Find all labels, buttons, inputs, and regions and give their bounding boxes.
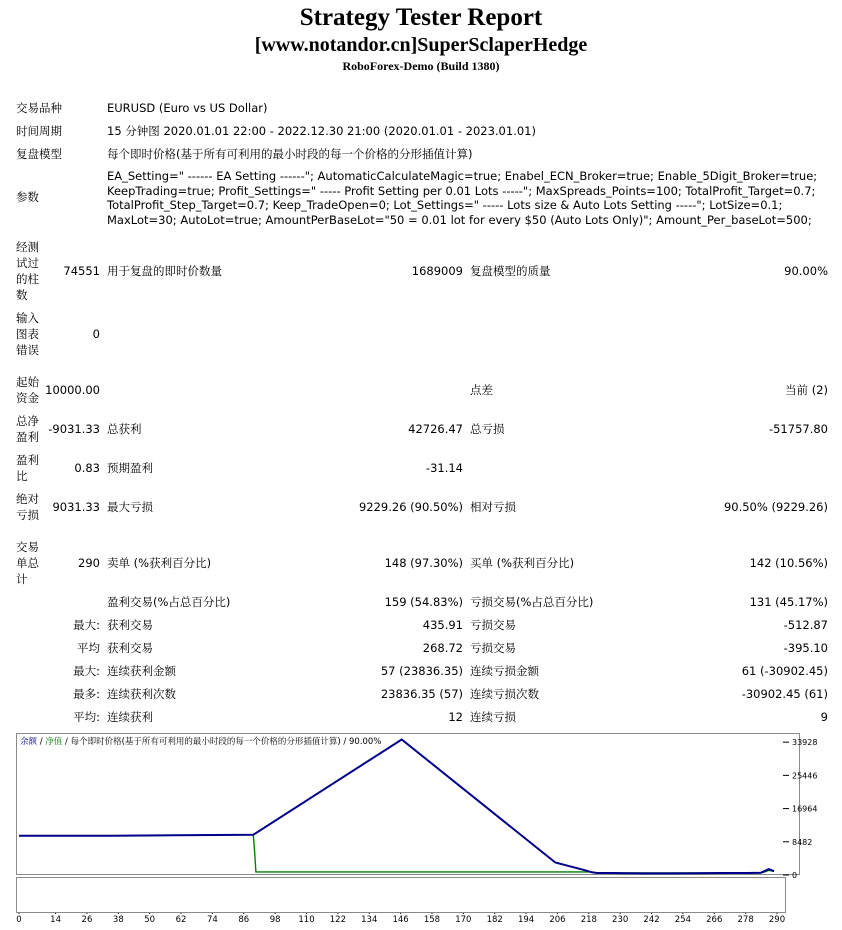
gross-loss-label: 总亏损 — [470, 422, 505, 436]
volume-area — [16, 877, 786, 913]
legend-equity: 净值 — [45, 737, 63, 747]
bars-label: 经测 试过 的柱 数 — [16, 240, 39, 302]
gross-loss-value: -51757.80 — [768, 422, 828, 436]
params-value: EA_Setting=" ------ EA Setting ------"; AutomaticCalculateMagic=true; Enabel_ECN_Broker=true; Enable_5Digit_Broker=true; KeepTrading=true; Profit_Settings=" ----- Profit Setting per 0.01 Lots -----"; MaxSpreads_Points=100; TotalProfit_Target=0.7; TotalProfit_Step_Target=0.7; Keep_TradeOpen=0; Lot_Settings=" ----- Lots size & Auto Lots Setting -----"; LotSize=0.1; MaxLot=30; AutoLot=true; AmountPerBaseLot="50 = 0.01 lot for every $50 (Auto Lots Only)"; Amount_Per_baseLot=500; — [107, 169, 818, 227]
avg-consec-win-value: 12 — [448, 710, 463, 724]
params-label: 参数 — [16, 190, 39, 204]
short-label: 卖单 (%获利百分比) — [107, 556, 212, 570]
legend-model: 每个即时价格(基于所有可利用的最小时段的每一个价格的分形插值计算) / 90.00% — [70, 737, 382, 747]
x-tick-label: 122 — [329, 915, 346, 925]
period-label: 时间周期 — [16, 124, 62, 138]
long-value: 142 (10.56%) — [749, 556, 828, 570]
y-tick-label: 25446 — [792, 771, 818, 781]
avg-consec-loss-label: 连续亏损 — [470, 710, 516, 724]
max-dd-label: 最大亏损 — [107, 500, 153, 514]
x-tick-label: 290 — [768, 915, 786, 925]
long-label: 买单 (%获利百分比) — [470, 556, 575, 570]
symbol-label: 交易品种 — [16, 101, 62, 115]
expected-value: -31.14 — [425, 461, 463, 475]
bars-value: 74551 — [63, 264, 100, 278]
gross-profit-value: 42726.47 — [408, 422, 463, 436]
expected-label: 预期盈利 — [107, 461, 153, 475]
average-loss-label: 亏损交易 — [470, 641, 516, 655]
y-tick-label: 0 — [792, 871, 798, 880]
gross-profit-label: 总获利 — [107, 422, 142, 436]
rel-dd-label: 相对亏损 — [470, 500, 516, 514]
ticks-label: 用于复盘的即时价数量 — [107, 264, 222, 278]
y-tick-label: 33928 — [792, 738, 818, 748]
x-tick-label: 170 — [455, 915, 472, 925]
avg-consec-loss-value: 9 — [820, 710, 828, 724]
x-tick-label: 26 — [81, 915, 93, 925]
report-title: Strategy Tester Report — [299, 4, 543, 31]
largest-profit-label: 获利交易 — [107, 618, 153, 632]
max-consec-profit-label: 连续获利次数 — [107, 687, 176, 701]
x-tick-label: 254 — [674, 915, 692, 925]
net-label: 总净 盈利 — [16, 414, 39, 444]
trades-label: 交易 单总 计 — [16, 540, 39, 586]
y-tick-label: 8482 — [792, 837, 813, 847]
x-tick-label: 266 — [706, 915, 723, 925]
symbol-value: EURUSD (Euro vs US Dollar) — [107, 101, 268, 115]
most-prefix: 最多: — [73, 687, 100, 701]
y-tick-label: 16964 — [792, 804, 818, 814]
deposit-value: 10000.00 — [45, 383, 100, 397]
svg-text:余额 / 净值 / 每个即时价格(基于所有可利用的最小时段的 — [20, 736, 381, 747]
x-tick-label: 146 — [392, 915, 409, 925]
legend-separator: / — [37, 737, 46, 747]
max-consec-loss-label: 连续亏损金额 — [470, 664, 539, 678]
x-tick-label: 206 — [549, 915, 566, 925]
largest-prefix: 最大: — [73, 618, 100, 632]
spread-value: 当前 (2) — [785, 383, 828, 397]
pf-label: 盈利 比 — [16, 453, 39, 483]
max-dd-value: 9229.26 (90.50%) — [358, 500, 463, 514]
errors-label: 输入 图表 错误 — [16, 311, 39, 357]
abs-dd-value: 9031.33 — [52, 500, 100, 514]
x-tick-label: 230 — [612, 915, 629, 925]
trades-value: 290 — [78, 556, 100, 570]
spread-label: 点差 — [470, 383, 493, 397]
average-profit-label: 获利交易 — [107, 641, 153, 655]
max-consec-loss-value: 61 (-30902.45) — [741, 664, 828, 678]
x-tick-label: 98 — [269, 915, 281, 925]
average-loss-value: -395.10 — [783, 641, 828, 655]
server-build: RoboForex-Demo (Build 1380) — [342, 59, 500, 73]
max-consec-win-value: 57 (23836.35) — [380, 664, 463, 678]
expert-name: [www.notandor.cn]SuperSclaperHedge — [254, 34, 588, 56]
x-tick-label: 14 — [50, 915, 62, 925]
equity-line — [19, 835, 774, 873]
x-tick-label: 0 — [16, 915, 22, 925]
x-tick-label: 86 — [238, 915, 250, 925]
average-prefix: 平均 — [77, 641, 100, 655]
x-tick-label: 62 — [175, 915, 187, 925]
max-consec-losscount-value: -30902.45 (61) — [741, 687, 828, 701]
loss-trades-value: 131 (45.17%) — [749, 595, 828, 609]
model-value: 每个即时价格(基于所有可利用的最小时段的每一个价格的分形插值计算) — [107, 147, 473, 161]
max-consec-profit-value: 23836.35 (57) — [380, 687, 463, 701]
profit-trades-value: 159 (54.83%) — [384, 595, 463, 609]
x-tick-label: 218 — [580, 915, 597, 925]
largest-profit-value: 435.91 — [422, 618, 463, 632]
loss-trades-label: 亏损交易(%占总百分比) — [470, 595, 594, 609]
deposit-label: 起始 资金 — [16, 375, 39, 405]
x-tick-label: 182 — [486, 915, 503, 925]
average-profit-value: 268.72 — [422, 641, 463, 655]
largest-loss-label: 亏损交易 — [470, 618, 516, 632]
x-tick-label: 194 — [517, 915, 535, 925]
x-tick-label: 74 — [207, 915, 218, 925]
pf-value: 0.83 — [74, 461, 100, 475]
period-value: 15 分钟图 2020.01.01 22:00 - 2022.12.30 21:00 (2020.01.01 - 2023.01.01) — [107, 124, 536, 138]
balance-line — [19, 740, 774, 874]
x-tick-label: 242 — [643, 915, 660, 925]
largest-loss-value: -512.87 — [783, 618, 828, 632]
abs-dd-label: 绝对 亏损 — [16, 492, 39, 522]
x-tick-label: 50 — [144, 915, 156, 925]
x-tick-label: 38 — [112, 915, 124, 925]
ticks-value: 1689009 — [411, 264, 463, 278]
x-tick-label: 158 — [423, 915, 441, 925]
max-consec-losscount-label: 连续亏损次数 — [470, 687, 539, 701]
x-tick-label: 134 — [361, 915, 378, 925]
avg-consec-win-label: 连续获利 — [107, 710, 153, 724]
x-tick-label: 110 — [298, 915, 315, 925]
rel-dd-value: 90.50% (9229.26) — [723, 500, 828, 514]
legend-balance: 余额 — [20, 737, 38, 747]
legend-separator: / — [62, 737, 71, 747]
errors-value: 0 — [92, 327, 100, 341]
profit-trades-label: 盈利交易(%占总百分比) — [107, 595, 231, 609]
x-tick-label: 278 — [737, 915, 754, 925]
max-consec-win-label: 连续获利金额 — [107, 664, 176, 678]
quality-value: 90.00% — [784, 264, 828, 278]
model-label: 复盘模型 — [16, 147, 62, 161]
avg-consec-prefix: 平均: — [73, 710, 100, 724]
quality-label: 复盘模型的质量 — [470, 264, 551, 278]
short-value: 148 (97.30%) — [384, 556, 463, 570]
max-consec-prefix: 最大: — [73, 664, 100, 678]
net-value: -9031.33 — [48, 422, 100, 436]
